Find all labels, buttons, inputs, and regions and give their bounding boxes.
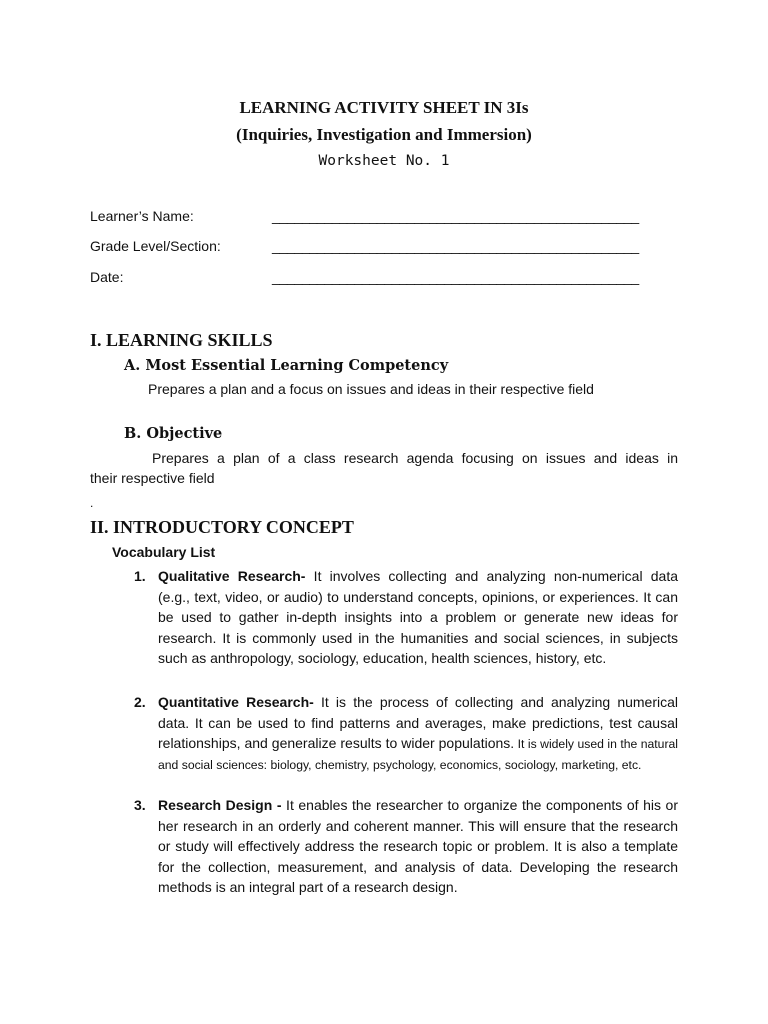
sheet-subtitle: (Inquiries, Investigation and Immersion)	[236, 125, 532, 144]
learner-name-label: Learner’s Name:	[90, 208, 194, 224]
objective-text-line2: their respective field	[90, 470, 215, 486]
vocab-definition: It involves collecting and analyzing non-numerical data (e.g., text, video, or audio) to understand concepts, opinions, or experiences. It can be used to gather in-depth insights into a problem or generate new ideas for research. It is commonly used in the humanities and social sciences, in subjects such as anthropology, sociology, education, health sciences, history, etc.	[158, 568, 679, 667]
stray-dot: .	[90, 496, 94, 510]
sheet-title: LEARNING ACTIVITY SHEET IN 3Is	[239, 98, 529, 117]
vocab-definition-small: It is widely used in the natural and social sciences: biology, chemistry, psychology, economics, sociology, marketing, etc.	[158, 737, 679, 773]
vocab-item-number: 1.	[134, 568, 146, 584]
competency-heading: A. Most Essential Learning Competency	[124, 357, 449, 374]
vocab-term: Research Design -	[158, 797, 282, 813]
vocab-item-number: 3.	[134, 797, 146, 813]
vocab-definition: It is the process of collecting and analyzing numerical data. It can be used to find patterns and averages, make predictions, test causal relationships, and generalize results to wider populations.	[158, 694, 679, 752]
vocab-term: Quantitative Research-	[158, 694, 314, 710]
vocabulary-list-title: Vocabulary List	[112, 544, 216, 560]
learner-name-line: _________________________________________________	[272, 208, 639, 224]
worksheet-number: Worksheet No. 1	[318, 153, 450, 169]
vocab-term: Qualitative Research-	[158, 568, 306, 584]
section-learning-skills-heading: I. LEARNING SKILLS	[90, 330, 273, 350]
vocab-item-quantitative	[134, 692, 679, 775]
section-introductory-concept-heading: II. INTRODUCTORY CONCEPT	[90, 517, 354, 537]
objective-heading: B. Objective	[124, 425, 223, 442]
grade-level-label: Grade Level/Section:	[90, 238, 221, 254]
vocab-item-number: 2.	[134, 694, 146, 710]
competency-text: Prepares a plan and a focus on issues and ideas in their respective field	[148, 381, 594, 397]
vocab-item-research-design	[134, 795, 678, 898]
date-line: _________________________________________________	[272, 269, 639, 285]
grade-level-line: _________________________________________________	[272, 238, 639, 254]
objective-text-line1: Prepares a plan of a class research agenda focusing on issues and ideas in	[152, 450, 678, 466]
vocab-item-qualitative	[134, 566, 679, 669]
date-label: Date:	[90, 269, 124, 285]
vocab-definition: It enables the researcher to organize the components of his or her research in an orderly and coherent manner. This will ensure that the research or study will effectively address the research topic or problem. It is also a template for the collection, measurement, and analysis of data. Developing the research methods is an integral part of a research design.	[158, 797, 678, 896]
